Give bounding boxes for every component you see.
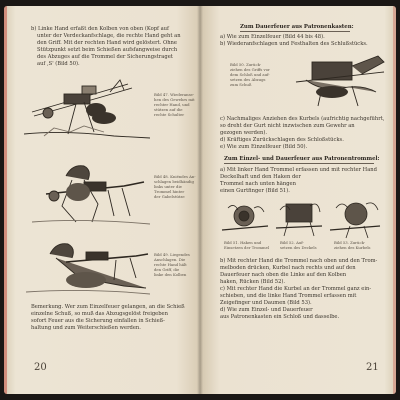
right-list-line: Dauerfeuer nach oben die Linke auf den Kolben [220, 272, 347, 278]
left-intro-line: b) Linke Hand erfaßt den Kolben von oben (Kopf auf [31, 26, 169, 32]
figure-47-illustration [24, 72, 152, 144]
left-intro-line: Stützpunkt setzt beim Schießen aufsfangweise durch [37, 47, 178, 53]
figure-50-caption: Bild 50. Zurück- ziehen des Griffs vor dem Schloß und auf- setzen des Abzugs zum Schuß [230, 62, 270, 87]
right-list-line: Zeigefinger und Daumen (Bild 53). [220, 300, 312, 306]
figure-53-caption: Bild 53. Zurück- ziehen des Kurbels [334, 240, 371, 250]
red-page-edge [393, 6, 396, 394]
left-bottom-line: sofort Feuer aus die Sicherung einfallen in Schieß- [31, 318, 165, 324]
left-bottom-line: Bemerkung. Wer zum Einzelfeuer gelangen, an die Schieß [31, 304, 185, 310]
heading-underline [224, 163, 374, 164]
right-list-line: einen Gurtfinger (Bild 51). [220, 188, 290, 194]
right-list-line: e) Wie zum Einzelfeuer (Bild 50). [220, 144, 308, 150]
figure-49-caption: Bild 49. Liegendes Anschlagen. Die rechte Hand hält den Griff, die linke den Kolben [154, 252, 190, 277]
left-intro-line: den Griff. Mit der rechten Hand wird gelöstert. Ohne [37, 40, 177, 46]
right-list-line: schieben, und die linke Hand Trommel erfassen mit [220, 293, 357, 299]
open-book [4, 6, 396, 394]
left-bottom-line: einzelne Schuß, so muß das Abzugsgelöst freigeben [31, 311, 168, 317]
heading-underline [240, 31, 350, 32]
figure-48-caption: Bild 48. Kniëndes An- schlagen beidhändig links unter die Trommel hinter der Gabelstütze [154, 174, 196, 199]
right-page [200, 6, 396, 394]
right-list-line: haken, Rücken (Bild 52). [220, 279, 286, 285]
figure-53-illustration [328, 196, 382, 240]
right-list-line: c) Mit rechter Hand die Kurbel an der Trommel ganz ein- [220, 286, 372, 292]
left-intro-line: des Abzuges auf die Trommel der Sicherungstraget [37, 54, 173, 60]
right-list-line: a) Wie zum Einzelfeuer (Bild 44 bis 48). [220, 34, 325, 40]
figure-49-illustration [26, 234, 150, 298]
right-list-line: b) Mit rechter Hand die Trommel nach oben und den Trom- [220, 258, 378, 264]
red-page-edge [4, 6, 7, 394]
right-list-line: Trommel nach unten hängen [220, 181, 296, 187]
page-number-right: 21 [366, 362, 379, 373]
left-page [4, 6, 200, 394]
left-bottom-line: haltung und zum Weiterschießen werden. [31, 325, 141, 331]
right-list-line: b) Wiederanfschlagen und Festhalten des Schlußstücks. [220, 41, 368, 47]
right-list-line: c) Nachmaliges Anziehen des Kurbels (aufrichtig nachgeführt, [220, 116, 385, 122]
figure-52-caption: Bild 52. Auf- setzen des Deckels [280, 240, 317, 250]
figure-47-caption: Bild 47. Wiederanse- hen des Gewehrs mit rechter Hand, und stützen auf die rechte Schulter [154, 92, 195, 117]
figure-48-illustration [32, 146, 152, 226]
right-list-line: a) Mit linker Hand Trommel erfassen und mit rechter Hand [220, 167, 377, 173]
right-list-line: d) Kräftiges Zurückschlagen des Schloßstücks. [220, 137, 344, 143]
figure-52-illustration [274, 196, 324, 240]
page-number-left: 20 [34, 362, 47, 373]
right-list-line: gezogen werden). [220, 130, 268, 136]
right-list-line: melboden drücken, Kurbel nach rechts und auf den [220, 265, 356, 271]
figure-51-caption: Bild 51. Haken und Einsetzen der Trommel [224, 240, 270, 250]
left-intro-line: unter der Verdeckanfschlage, die rechte Hand geht an [37, 33, 181, 39]
right-list-line: d) Wie zum Einzel- und Dauerfeuer [220, 307, 313, 313]
book-gutter [197, 6, 203, 394]
figure-51-illustration [220, 198, 270, 240]
right-list-line: Deckelhaft und den Haken der [220, 174, 301, 180]
heading-drum-fire: Zum Einzel- und Dauerfeuer aus Patronentrommel: [224, 156, 380, 162]
right-list-line: aus Patronenkasten ein Schloß und dasselbe. [220, 314, 340, 320]
heading-continuous-fire-box: Zum Dauerfeuer aus Patronenkasten: [240, 24, 354, 30]
left-intro-line: auf ‚S' (Bild 50). [37, 61, 80, 67]
right-list-line: so dreht der Gurt nicht inzwischen zum Gewehr an [220, 123, 355, 129]
figure-50-illustration [292, 52, 388, 110]
